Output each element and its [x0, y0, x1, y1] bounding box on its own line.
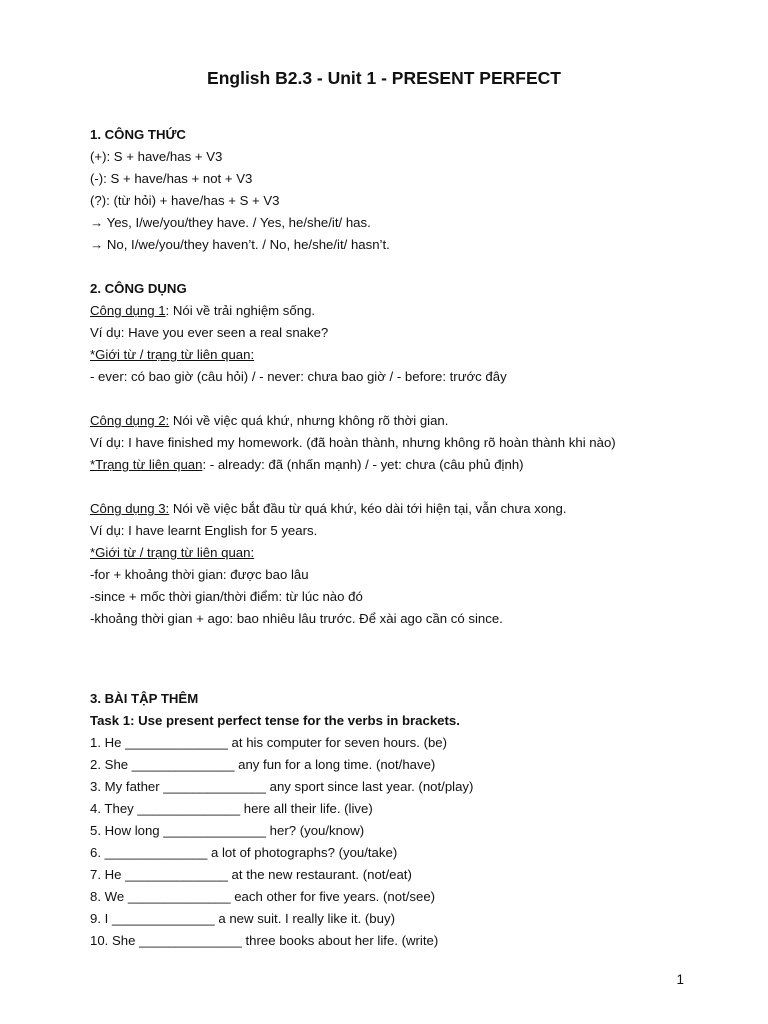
- document-body: [90, 124, 730, 952]
- use-1-adverb-label: *Giới từ / trạng từ liên quan:: [90, 347, 255, 362]
- exercise-item: 6. ______________ a lot of photographs? (you/take): [90, 845, 398, 860]
- formula-question: (?): (từ hỏi) + have/has + S + V3: [90, 193, 280, 208]
- exercise-item: 8. We ______________ each other for five years. (not/see): [90, 889, 436, 904]
- use-3-label: Công dụng 3:: [90, 501, 170, 516]
- use-1-text: : Nói về trải nghiệm sống.: [165, 303, 316, 318]
- exercise-item: 3. My father ______________ any sport since last year. (not/play): [90, 779, 474, 794]
- section-1-heading: 1. CÔNG THỨC: [90, 127, 186, 142]
- use-2-example: Ví dụ: I have finished my homework. (đã hoàn thành, nhưng không rõ hoàn thành khi nào): [90, 435, 616, 450]
- use-2-adverb-line: [90, 454, 730, 476]
- use-2-label: Công dụng 2:: [90, 413, 170, 428]
- task-1-title: Task 1: Use present perfect tense for the verbs in brackets.: [90, 713, 460, 728]
- use-3-line: [90, 498, 730, 520]
- use-3-adverb-label: *Giới từ / trạng từ liên quan:: [90, 545, 255, 560]
- use-1-example: Ví dụ: Have you ever seen a real snake?: [90, 325, 329, 340]
- use-2-text: Nói về việc quá khứ, nhưng không rõ thời gian.: [169, 413, 449, 428]
- use-2-adverbs: : - already: đã (nhấn mạnh) / - yet: chưa (câu phủ định): [202, 457, 524, 472]
- section-3-heading: 3. BÀI TẬP THÊM: [90, 691, 199, 706]
- exercise-item: 2. She ______________ any fun for a long time. (not/have): [90, 757, 436, 772]
- use-2-adverb-label: *Trạng từ liên quan: [90, 457, 203, 472]
- exercise-item: 1. He ______________ at his computer for seven hours. (be): [90, 735, 448, 750]
- use-3-for: -for + khoảng thời gian: được bao lâu: [90, 567, 309, 582]
- use-1-line: [90, 300, 730, 322]
- exercise-item: 5. How long ______________ her? (you/know): [90, 823, 365, 838]
- exercise-item: 9. I ______________ a new suit. I really like it. (buy): [90, 911, 395, 926]
- formula-negative: (-): S + have/has + not + V3: [90, 171, 253, 186]
- use-1-label: Công dụng 1: [90, 303, 166, 318]
- exercise-item: 7. He ______________ at the new restaurant. (not/eat): [90, 867, 412, 882]
- formula-positive: (+): S + have/has + V3: [90, 149, 223, 164]
- exercise-item: 4. They ______________ here all their life. (live): [90, 801, 373, 816]
- formula-answer-no: → No, I/we/you/they haven’t. / No, he/she/it/ hasn’t.: [90, 237, 390, 252]
- document-title: English B2.3 - Unit 1 - PRESENT PERFECT: [207, 68, 561, 88]
- use-3-since: -since + mốc thời gian/thời điểm: từ lúc nào đó: [90, 589, 363, 604]
- section-2-heading: 2. CÔNG DỤNG: [90, 281, 187, 296]
- use-3-ago: -khoảng thời gian + ago: bao nhiêu lâu trước. Để xài ago cần có since.: [90, 611, 503, 626]
- use-3-example: Ví dụ: I have learnt English for 5 years.: [90, 523, 318, 538]
- page-number: 1: [676, 972, 684, 987]
- use-2-line: [90, 410, 730, 432]
- exercise-item: 10. She ______________ three books about her life. (write): [90, 933, 439, 948]
- use-3-text: Nói về việc bắt đầu từ quá khứ, kéo dài tới hiện tại, vẫn chưa xong.: [169, 501, 567, 516]
- use-1-adverbs: - ever: có bao giờ (câu hỏi) / - never: chưa bao giờ / - before: trước đây: [90, 369, 507, 384]
- formula-answer-yes: → Yes, I/we/you/they have. / Yes, he/she/it/ has.: [90, 215, 371, 230]
